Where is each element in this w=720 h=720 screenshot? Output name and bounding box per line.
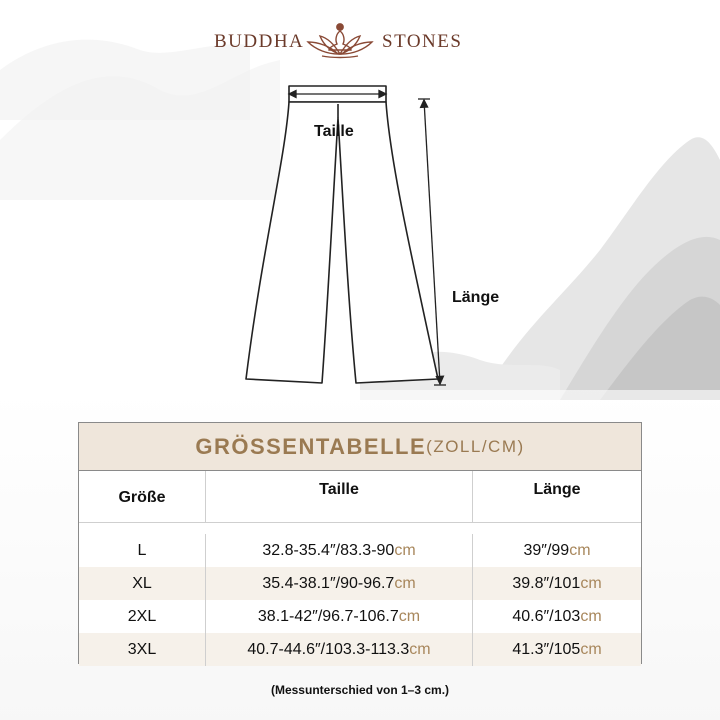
waist-unit: cm xyxy=(398,607,421,625)
length-cell xyxy=(473,567,641,600)
column-header-length: Länge xyxy=(533,481,581,498)
measurement-note: (Messunterschied von 1–3 cm.) xyxy=(270,683,450,697)
size-cell: L xyxy=(137,541,147,559)
table-row xyxy=(79,600,641,633)
size-cell: 2XL xyxy=(127,607,157,625)
size-cell: 3XL xyxy=(127,640,157,658)
table-row xyxy=(79,534,641,567)
size-table-body xyxy=(79,534,641,675)
size-table-title xyxy=(79,423,641,471)
size-table xyxy=(78,422,642,664)
length-unit: cm xyxy=(569,541,591,559)
table-row xyxy=(79,633,641,666)
waist-unit: cm xyxy=(409,640,431,658)
brand-right-word: STONES xyxy=(382,31,463,52)
waist-cell xyxy=(205,633,473,666)
length-value: 39.8″/101 xyxy=(512,574,581,592)
pants-outline-icon xyxy=(0,60,720,400)
length-cell xyxy=(473,534,641,567)
waist-value: 32.8-35.4″/83.3-90 xyxy=(262,541,395,559)
waist-cell xyxy=(205,600,473,633)
length-unit: cm xyxy=(580,607,602,625)
size-table-title-unit: (ZOLL/CM) xyxy=(426,436,525,456)
size-cell: XL xyxy=(132,574,152,592)
length-unit: cm xyxy=(580,640,602,658)
size-table-header xyxy=(79,471,641,523)
length-value: 39″/99 xyxy=(523,541,570,559)
length-value: 40.6″/103 xyxy=(512,607,581,625)
waist-cell xyxy=(205,567,473,600)
waist-unit: cm xyxy=(394,541,416,559)
column-header-waist: Taille xyxy=(205,471,473,522)
waist-value: 38.1-42″/96.7-106.7 xyxy=(257,607,399,625)
length-cell xyxy=(473,633,641,666)
length-label: Länge xyxy=(452,289,500,306)
waist-value: 35.4-38.1″/90-96.7 xyxy=(262,574,395,592)
waist-cell xyxy=(205,534,473,567)
column-header-size: Größe xyxy=(118,488,166,506)
length-value: 41.3″/105 xyxy=(512,640,581,658)
table-row xyxy=(79,567,641,600)
length-unit: cm xyxy=(580,574,602,592)
length-cell xyxy=(473,600,641,633)
lotus-meditation-icon xyxy=(302,18,378,62)
brand-logo xyxy=(0,18,720,62)
waist-unit: cm xyxy=(394,574,416,592)
waist-value: 40.7-44.6″/103.3-113.3 xyxy=(247,640,410,658)
pants-diagram xyxy=(0,60,720,400)
waist-label: Taille xyxy=(314,123,354,140)
size-table-title-main: GRÖSSENTABELLE xyxy=(195,433,427,459)
brand-left-word: BUDDHA xyxy=(214,31,305,52)
